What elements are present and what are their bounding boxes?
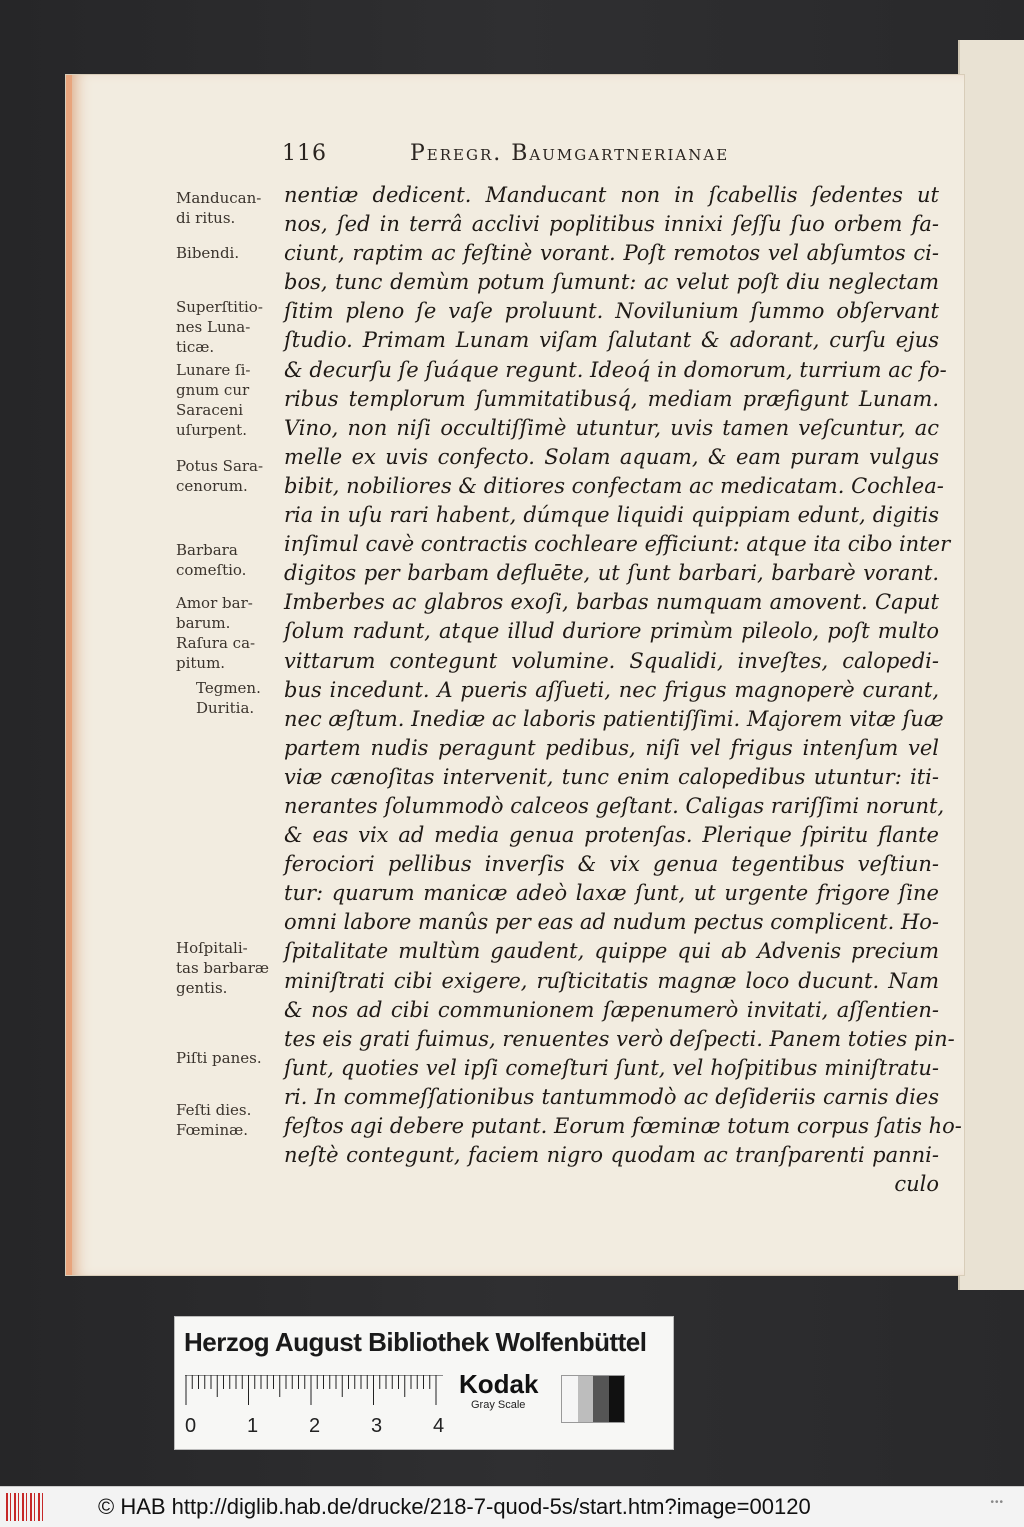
page-header — [282, 141, 962, 171]
source-url[interactable]: © HAB http://diglib.hab.de/drucke/218-7-quod-5s/start.htm?image=00120 — [98, 1494, 811, 1519]
text-line: & decurſu ſe ſuáque regunt. Ideoq́ in domorum, turrium ac fo- — [284, 357, 947, 382]
gray-patch — [593, 1376, 609, 1422]
text-line: partem nudis peragunt pedibus, niſi vel frigus intenſum vel — [284, 735, 939, 760]
margin-note: Hoſpitali- tas barbaræ gentis. — [176, 939, 269, 997]
colorchecker-card — [174, 1316, 674, 1450]
gray-patch — [562, 1376, 578, 1422]
text-line: ſtudio. Primam Lunam viſam ſalutant & adorant, curſu ejus — [284, 328, 939, 353]
text-line: ferociori pellibus inverſis & vix genua tegentibus veſtiun- — [284, 852, 939, 877]
facing-page-edge — [958, 40, 1024, 1290]
text-line: ri. In commeſſationibus tantummodò ac deſideriis carnis dies — [284, 1084, 939, 1109]
margin-note: Tegmen. Duritia. — [196, 679, 261, 717]
text-line: nos, ſed in terrâ acclivi poplitibus innixi ſeſſu ſuo orbem fa- — [284, 212, 939, 237]
catchword: culo — [894, 1172, 939, 1197]
text-line: ciunt, raptim ac feſtinè vorant. Poſt remotos vel abſumtos ci- — [284, 241, 939, 266]
text-line: nerantes ſolummodò calceos geſtant. Caligas rariſſimi norunt, — [284, 793, 945, 818]
text-line: Imberbes ac glabros exoſi, barbas numquam amovent. Caput — [284, 590, 939, 615]
body-text — [284, 181, 962, 1199]
running-title: Peregr. Baumgartnerianae — [410, 141, 730, 166]
text-line: bos, tunc demùm potum ſumunt: ac velut poſt diu neglectam — [284, 270, 939, 295]
text-line: digitos per barbam defluēte, ut ſunt barbari, barbarè vorant. — [284, 561, 939, 586]
margin-note: Manducan- di ritus. — [176, 189, 262, 227]
margin-note: Piſti panes. — [176, 1049, 262, 1067]
ruler-number: 4 — [433, 1415, 445, 1437]
margin-note: Bibendi. — [176, 244, 240, 262]
text-line: tur: quarum manicæ adeò laxæ ſunt, ut urgente frigore ſine — [284, 881, 939, 906]
ruler-number: 0 — [185, 1415, 197, 1437]
viewer-footer — [0, 1486, 1024, 1527]
text-line: ria in uſu rari habent, dúmque liquidi quippiam edunt, digitis — [284, 503, 939, 528]
text-line: viæ cænoſitas intervenit, tunc enim calopedibus utuntur: iti- — [284, 764, 939, 789]
text-line: neſtè contegunt, faciem nigro quodam ac tranſparenti panni- — [284, 1143, 939, 1168]
text-line: bus incedunt. A pueris aſſueti, nec frigus magnoperè curant, — [284, 677, 939, 702]
text-line: ſunt, quoties vel ipſi comeſturi ſunt, vel hoſpitibus miniſtratu- — [284, 1055, 939, 1080]
text-line: ſolum radunt, atque illud duriore primùm pileolo, poſt multo — [284, 619, 939, 644]
kodak-logo: Kodak — [459, 1369, 539, 1399]
text-line: inſimul cavè contractis cochleare efficiunt: atque ita cibo inter — [284, 532, 951, 557]
margin-note: Barbara comeſtio. — [176, 541, 247, 579]
text-line: bibit, nobiliores & ditiores confectam ac medicatam. Cochlea- — [284, 473, 944, 498]
page-number: 116 — [282, 141, 327, 166]
text-line: ſpitalitate multùm gaudent, quippe qui ab Advenis precium — [284, 939, 939, 964]
gray-patch — [609, 1376, 625, 1422]
text-line: ribus templorum ſummitatibusq́, mediam præfigunt Lunam. — [284, 386, 939, 411]
text-line: & nos ad cibi communionem ſæpenumerò invitati, aſſentien- — [284, 997, 939, 1022]
facing-page-bleed — [978, 220, 1024, 1240]
gray-patch — [578, 1376, 594, 1422]
ruler-ticks — [185, 1375, 443, 1411]
text-line: miniſtrati cibi exigere, ruſticitatis magnæ loco ducunt. Nam — [284, 968, 939, 993]
text-line: nec æſtum. Inediæ ac laboris patientiſſimi. Majorem vitæ ſuæ — [284, 706, 944, 731]
more-icon: ••• — [990, 1497, 1004, 1508]
margin-note: Feſti dies. Fœminæ. — [176, 1101, 252, 1139]
ruler-number: 3 — [371, 1415, 383, 1437]
text-line: omni labore manûs per eas ad nudum pectus complicent. Ho- — [284, 910, 939, 935]
margin-note: Lunare ſi- gnum cur Saraceni uſurpent. — [176, 361, 251, 439]
hab-logo-icon — [6, 1493, 46, 1521]
ruler — [185, 1375, 445, 1437]
kodak-subtitle: Gray Scale — [471, 1399, 526, 1411]
text-line: nentiæ dedicent. Manducant non in ſcabellis ſedentes ut — [284, 183, 939, 207]
text-line: feſtos agi debere putant. Eorum fœminæ totum corpus ſatis ho- — [284, 1114, 962, 1138]
margin-note: Potus Sara- cenorum. — [176, 457, 264, 495]
ruler-number: 1 — [247, 1415, 259, 1437]
text-line: tes eis grati fuimus, renuentes verò deſpecti. Panem toties pin- — [284, 1026, 955, 1051]
margin-note: Superſtitio- nes Luna- ticæ. — [176, 298, 263, 356]
library-name: Herzog August Bibliothek Wolfenbüttel — [184, 1327, 647, 1357]
ruler-number: 2 — [309, 1415, 321, 1437]
text-line: vittarum contegunt volumine. Squalidi, inveſtes, calopedi- — [284, 648, 939, 673]
gray-scale-patches — [561, 1375, 625, 1423]
text-line: Vino, non niſi occultiſſimè utuntur, uvis tamen veſcuntur, ac — [284, 415, 939, 440]
book-page — [66, 75, 964, 1275]
margin-note: Amor bar- barum. Raſura ca- pitum. — [176, 594, 256, 672]
text-line: ſitim pleno ſe vaſe proluunt. Novilunium ſummo obſervant — [284, 299, 939, 324]
text-line: melle ex uvis confecto. Solam aquam, & eam puram vulgus — [284, 444, 939, 469]
text-line: & eas vix ad media genua protenſas. Plerique ſpiritu flante — [284, 823, 939, 848]
